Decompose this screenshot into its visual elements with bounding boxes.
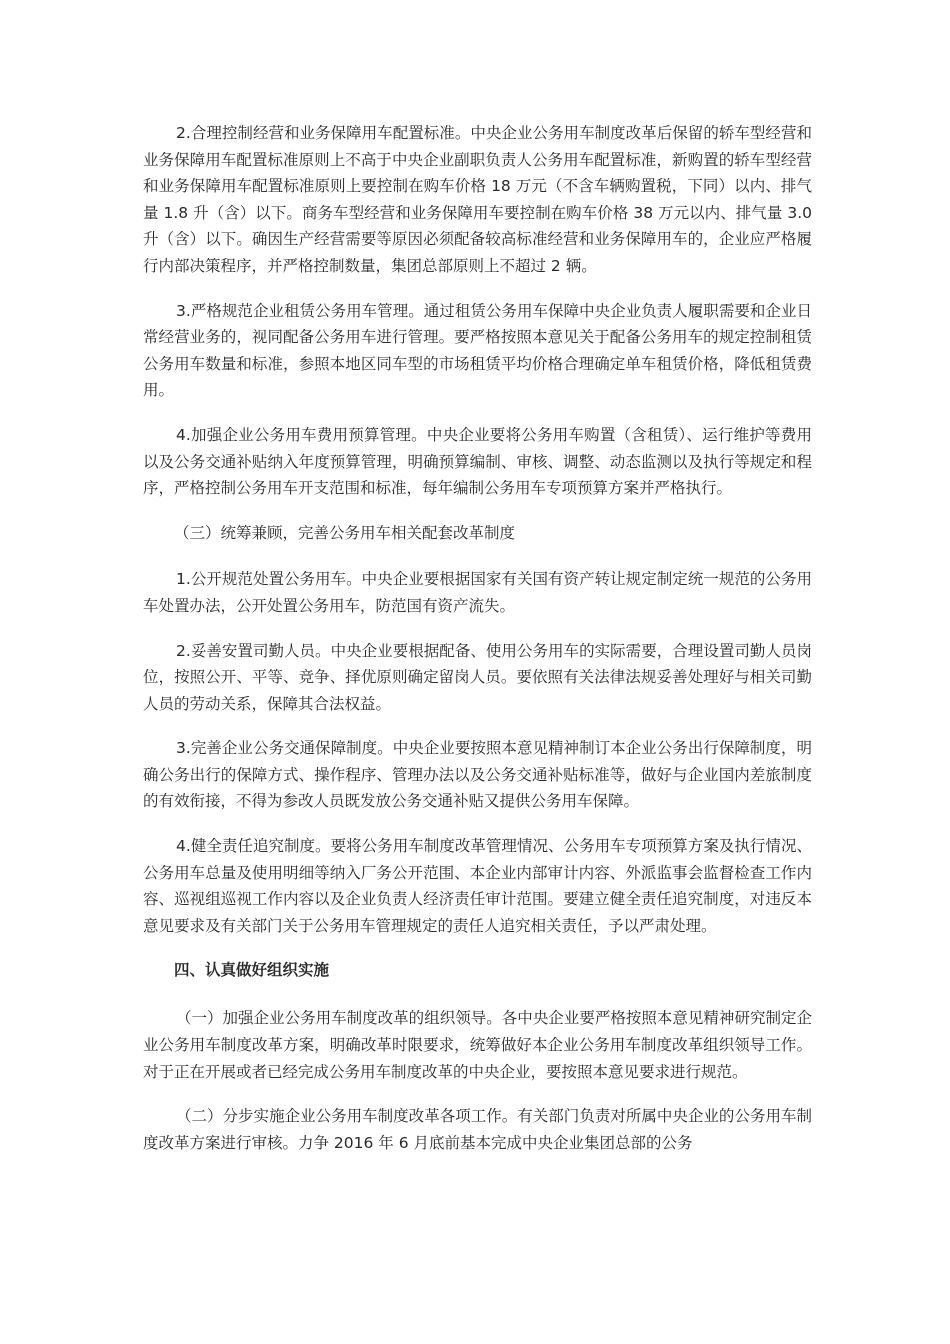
section-heading-4: 四、认真做好组织实施	[174, 961, 330, 980]
section-subheading-3: （三）统筹兼顾，完善公务用车相关配套改革制度	[174, 523, 516, 542]
paragraph-accountability: 4.健全责任追究制度。要将公务用车制度改革管理情况、公务用车专项预算方案及执行情况、公务用车总量及使用明细等纳入厂务公开范围、本企业内部审计内容、外派监事会监督检查工作内容、巡视组巡视工作内容以及企业负责人经济责任审计范围。要建立健全责任追究制度，对违反本意见要求及有关部门关于公务用车管理规定的责任人追究相关责任，予以严肃处理。	[143, 837, 812, 935]
paragraph-leadership: （一）加强企业公务用车制度改革的组织领导。各中央企业要严格按照本意见精神研究制定企业公务用车制度改革方案，明确改革时限要求，统筹做好本企业公务用车制度改革组织领导工作。对于正在开展或者已经完成公务用车制度改革的中央企业，要按照本意见要求进行规范。	[143, 1009, 812, 1081]
paragraph-driver-placement: 2.妥善安置司勤人员。中央企业要根据配备、使用公务用车的实际需要，合理设置司勤人员岗位，按照公开、平等、竞争、择优原则确定留岗人员。要依照有关法律法规妥善处理好与相关司勤人员的劳动关系，保障其合法权益。	[143, 641, 812, 713]
paragraph-leasing-management: 3.严格规范企业租赁公务用车管理。通过租赁公务用车保障中央企业负责人履职需要和企业日常经营业务的，视同配备公务用车进行管理。要严格按照本意见关于配备公务用车的规定控制租赁公务用车数量和标准，参照本地区同车型的市场租赁平均价格合理确定单车租赁价格，降低租赁费用。	[143, 301, 812, 400]
paragraph-vehicle-standard: 2.合理控制经营和业务保障用车配置标准。中央企业公务用车制度改革后保留的轿车型经营和业务保障用车配置标准原则上不高于中央企业副职负责人公务用车配置标准，新购置的轿车型经营和业务保障用车配置标准原则上要控制在购车价格 18 万元（不含车辆购置税，下同）以内、排气量 1.8 升（含）以下。商务车型经营和业务保障用车要控制在购车价格 38 万元以内、排气量 3.0 升（含）以下。确因生产经营需要等原因必须配备较高标准经营和业务保障用车的，企业应严格履行内部决策程序，并严格控制数量，集团总部原则上不超过 2 辆。	[143, 124, 812, 275]
paragraph-phased-implementation: （二）分步实施企业公务用车制度改革各项工作。有关部门负责对所属中央企业的公务用车制度改革方案进行审核。力争 2016 年 6 月底前基本完成中央企业集团总部的公务	[143, 1107, 812, 1152]
paragraph-transport-system: 3.完善企业公务交通保障制度。中央企业要按照本意见精神制订本企业公务出行保障制度，明确公务出行的保障方式、操作程序、管理办法以及公务交通补贴标准等，做好与企业国内差旅制度的有效衔接，不得为参改人员既发放公务交通补贴又提供公务用车保障。	[143, 739, 812, 811]
paragraph-budget-management: 4.加强企业公务用车费用预算管理。中央企业要将公务用车购置（含租赁）、运行维护等费用以及公务交通补贴纳入年度预算管理，明确预算编制、审核、调整、动态监测以及执行等规定和程序，严格控制公务用车开支范围和标准，每年编制公务用车专项预算方案并严格执行。	[143, 425, 812, 498]
paragraph-vehicle-disposal: 1.公开规范处置公务用车。中央企业要根据国家有关国有资产转让规定制定统一规范的公务用车处置办法，公开处置公务用车，防范国有资产流失。	[143, 570, 812, 615]
